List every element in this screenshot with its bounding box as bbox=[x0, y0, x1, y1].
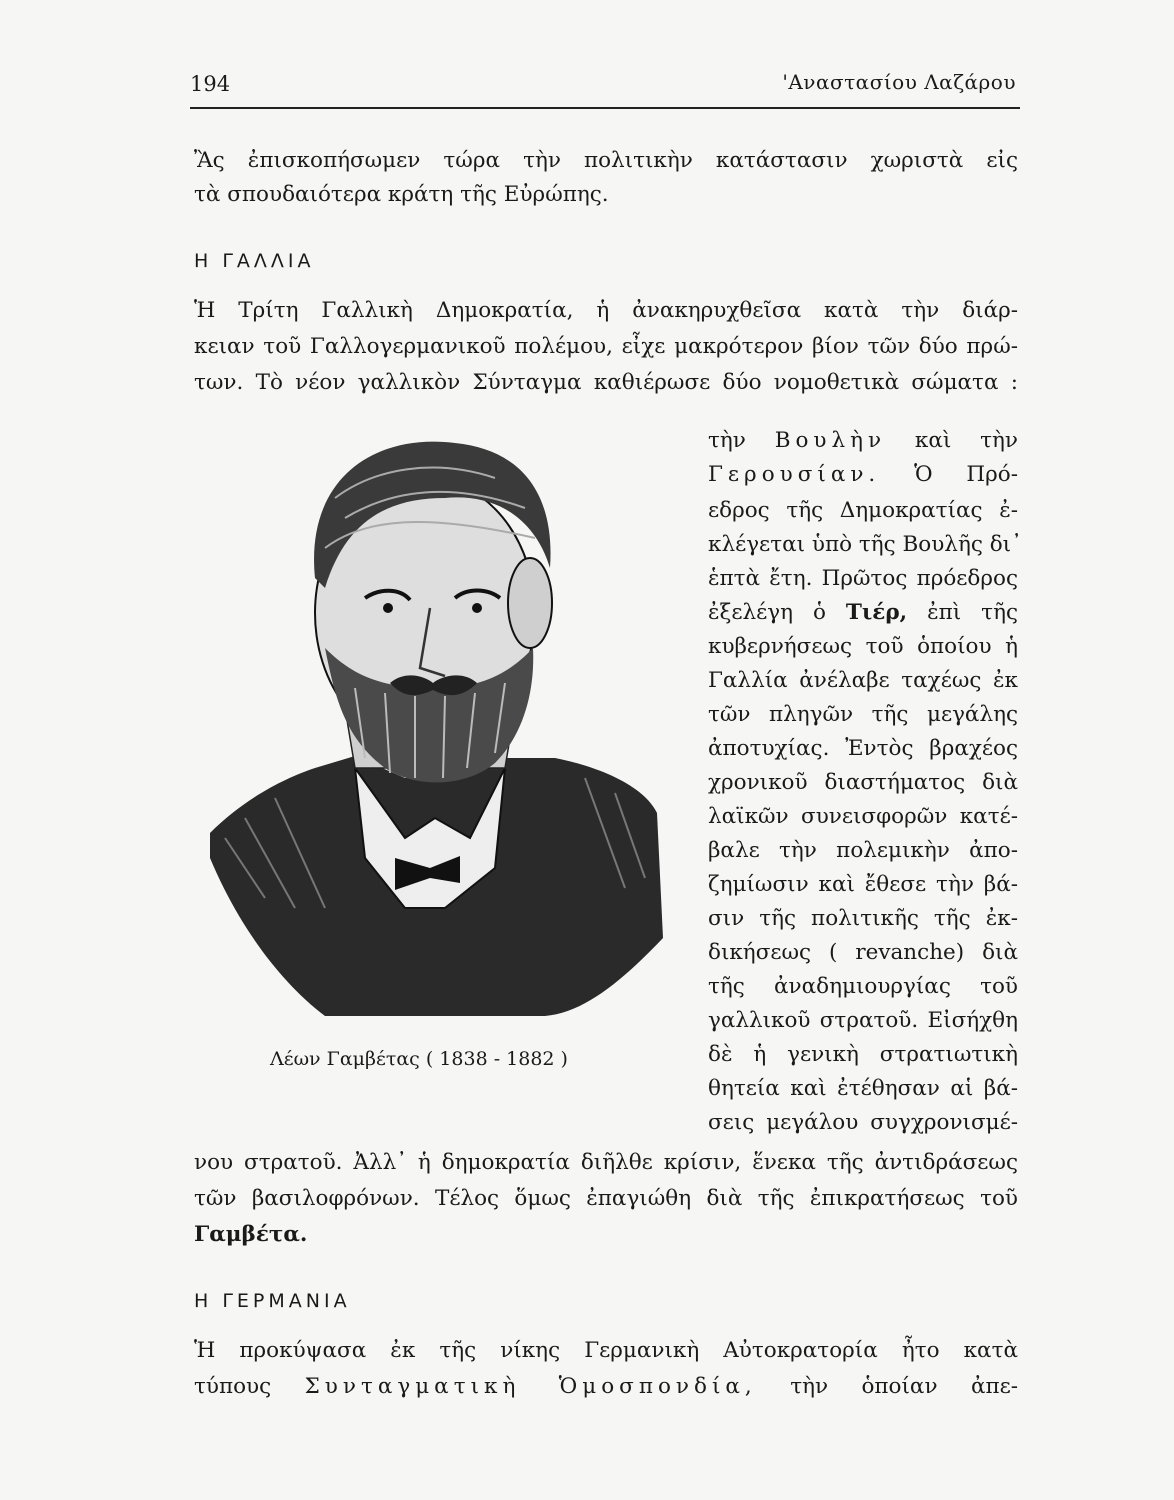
body-line: Ἡ προκύψασα ἐκ τῆς νίκης Γερμανικὴ Αὐτοκρατορία ἦτο κατὰ bbox=[194, 1338, 1018, 1363]
col-line: ζημίωσιν καὶ ἔθεσε τὴν βά- bbox=[708, 872, 1018, 897]
section-heading-france: Η ΓΑΛΛΙΑ bbox=[194, 250, 315, 272]
running-header: 'Αναστασίου Λαζάρου bbox=[782, 70, 1016, 94]
col-line: τῶν πληγῶν τῆς μεγάλης bbox=[708, 702, 1018, 727]
spaced-word: Γερουσίαν. bbox=[708, 462, 881, 487]
col-line: κυβερνήσεως τοῦ ὁποίου ἡ bbox=[708, 634, 1018, 659]
col-line: ἐξελέγη ὁ Τιέρ, ἐπὶ τῆς bbox=[708, 600, 1018, 625]
page-number: 194 bbox=[190, 72, 231, 96]
intro-line: τὰ σπουδαιότερα κράτη τῆς Εὐρώπης. bbox=[194, 182, 609, 207]
col-line: τῆς ἀναδημιουργίας τοῦ bbox=[708, 974, 1018, 999]
body-line: τύπους Συνταγματικὴ Ὁμοσπονδία, τὴν ὁποίαν ἀπε- bbox=[194, 1374, 1019, 1399]
col-line: βαλε τὴν πολεμικὴν ἀπο- bbox=[708, 838, 1018, 863]
col-line: τὴν Βουλὴν καὶ τὴν bbox=[708, 428, 1018, 453]
spaced-word: Συνταγματικὴ Ὁμοσπονδία, bbox=[304, 1374, 757, 1399]
col-line: σεις μεγάλου συγχρονισμέ- bbox=[708, 1110, 1018, 1135]
col-line: λαϊκῶν συνεισφορῶν κατέ- bbox=[708, 804, 1018, 829]
spaced-word: Βουλὴν bbox=[774, 428, 887, 453]
body-line: κειαν τοῦ Γαλλογερμανικοῦ πολέμου, εἶχε μακρότερον βίον τῶν δύο πρώ- bbox=[194, 334, 1018, 359]
col-line: θητεία καὶ ἐτέθησαν αἱ βά- bbox=[708, 1076, 1018, 1101]
col-line: ἀποτυχίας. Ἐντὸς βραχέος bbox=[708, 736, 1018, 761]
col-line: Γερουσίαν. Ὁ Πρό- bbox=[708, 462, 1018, 487]
body-line: νου στρατοῦ. Ἀλλ᾽ ἡ δημοκρατία διῆλθε κρίσιν, ἕνεκα τῆς ἀντιδράσεως bbox=[194, 1150, 1018, 1175]
col-line: ἑπτὰ ἔτη. Πρῶτος πρόεδρος bbox=[708, 566, 1018, 591]
body-line: τῶν βασιλοφρόνων. Τέλος ὅμως ἐπαγιώθη διὰ τῆς ἐπικρατήσεως τοῦ bbox=[194, 1186, 1018, 1211]
ear bbox=[508, 558, 552, 648]
col-line: Γαλλία ἀνέλαβε ταχέως ἐκ bbox=[708, 668, 1018, 693]
col-line: σιν τῆς πολιτικῆς τῆς ἐκ- bbox=[708, 906, 1018, 931]
col-line: εδρος τῆς Δημοκρατίας ἐ- bbox=[708, 498, 1018, 523]
header-rule bbox=[190, 107, 1020, 109]
col-line: δὲ ἡ γενικὴ στρατιωτικὴ bbox=[708, 1042, 1018, 1067]
col-line: δικήσεως ( revanche) διὰ bbox=[708, 940, 1018, 965]
col-line: χρονικοῦ διαστήματος διὰ bbox=[708, 770, 1018, 795]
col-line: κλέγεται ὑπὸ τῆς Βουλῆς δι᾽ bbox=[708, 532, 1022, 557]
body-line: Ἡ Τρίτη Γαλλικὴ Δημοκρατία, ἡ ἀνακηρυχθεῖσα κατὰ τὴν διάρ- bbox=[194, 298, 1018, 323]
body-line: των. Τὸ νέον γαλλικὸν Σύνταγμα καθιέρωσε δύο νομοθετικὰ σώματα : bbox=[194, 370, 1018, 395]
intro-line: Ἂς ἐπισκοπήσωμεν τώρα τὴν πολιτικὴν κατάστασιν χωριστὰ εἰς bbox=[194, 148, 1018, 173]
bold-name: Τιέρ, bbox=[845, 600, 908, 625]
portrait-engraving bbox=[205, 438, 665, 1020]
portrait-caption: Λέων Γαμβέτας ( 1838 - 1882 ) bbox=[270, 1048, 568, 1070]
col-line: γαλλικοῦ στρατοῦ. Εἰσήχθη bbox=[708, 1008, 1018, 1033]
body-line: Γαμβέτα. bbox=[194, 1222, 308, 1247]
section-heading-germany: Η ΓΕΡΜΑΝΙΑ bbox=[194, 1290, 351, 1312]
